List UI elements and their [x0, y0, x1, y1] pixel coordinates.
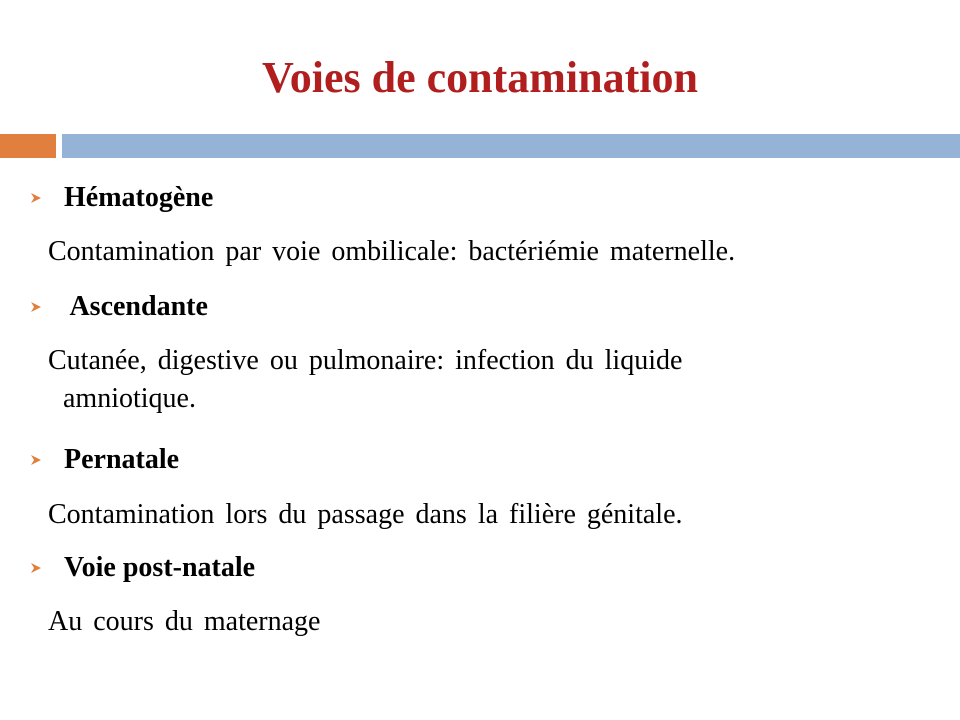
- bullet-item-pernatale: [30, 442, 179, 478]
- slide-title: Voies de contamination: [262, 53, 698, 102]
- bullet-description: [48, 233, 948, 271]
- bullet-description: [48, 342, 948, 418]
- accent-bar-blue: [62, 134, 960, 158]
- description-text: Au cours du maternage: [48, 606, 321, 637]
- bullet-heading: Voie post-natale: [64, 552, 256, 583]
- bullet-item-voie-post-natale: [30, 550, 255, 586]
- description-text: Contamination par voie ombilicale: bactériémie maternelle.: [48, 236, 736, 267]
- arrowhead-bullet-icon: [30, 454, 42, 466]
- bullet-heading: Hématogène: [64, 182, 214, 213]
- description-continuation: amniotique.: [63, 383, 196, 414]
- bullet-heading: Ascendante: [64, 291, 208, 322]
- arrowhead-bullet-icon: [30, 562, 42, 574]
- bullet-item-hematogene: [30, 180, 213, 216]
- description-text: Cutanée, digestive ou pulmonaire: infection du liquide: [48, 345, 683, 376]
- bullet-heading: Pernatale: [64, 444, 180, 475]
- arrowhead-bullet-icon: [30, 192, 42, 204]
- description-text: Contamination lors du passage dans la filière génitale.: [48, 499, 683, 530]
- arrowhead-bullet-icon: [30, 301, 42, 313]
- accent-bar-orange: [0, 134, 56, 158]
- bullet-description: [48, 496, 948, 534]
- bullet-description: [48, 603, 948, 641]
- bullet-item-ascendante: [30, 289, 208, 325]
